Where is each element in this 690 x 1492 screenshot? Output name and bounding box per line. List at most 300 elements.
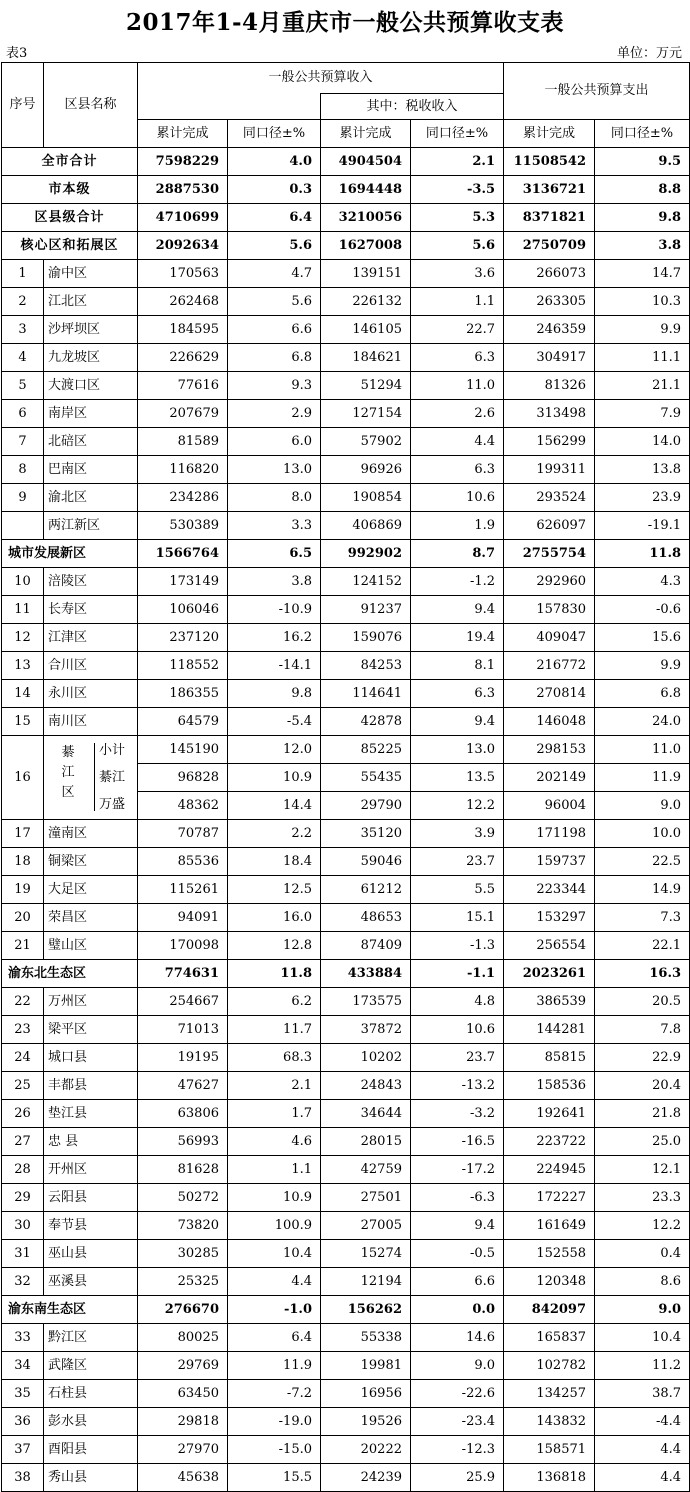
income-yoy-cell: 12.8 [228, 932, 321, 960]
income-yoy-cell: 2.2 [228, 820, 321, 848]
income-yoy-cell: 12.5 [228, 876, 321, 904]
summary-name: 市本级 [2, 176, 138, 204]
expense-cum-cell: 223722 [504, 1128, 595, 1156]
expense-yoy-cell: 15.6 [595, 624, 690, 652]
tax-yoy-cell: 6.3 [411, 456, 504, 484]
row-name: 渝北区 [44, 484, 138, 512]
summary-row [2, 232, 690, 260]
table-row [2, 1016, 690, 1044]
summary-name: 渝东南生态区 [2, 1296, 138, 1324]
income-yoy-cell: 11.7 [228, 1016, 321, 1044]
income-cum-cell: 254667 [138, 988, 228, 1016]
row-seq [2, 512, 44, 540]
row-name: 彭水县 [44, 1408, 138, 1436]
row-name: 秀山县 [44, 1464, 138, 1492]
row-name: 城口县 [44, 1044, 138, 1072]
table-row [2, 680, 690, 708]
header-income-spacer [138, 94, 321, 120]
expense-cum-cell: 136818 [504, 1464, 595, 1492]
table-row [2, 1072, 690, 1100]
income-cum-cell: 184595 [138, 316, 228, 344]
tax-cum-cell: 42878 [321, 708, 411, 736]
income-yoy-cell: 2.9 [228, 400, 321, 428]
expense-cum-cell: 266073 [504, 260, 595, 288]
expense-cum-cell: 153297 [504, 904, 595, 932]
qijiang-district-name: 綦 江 区 [61, 745, 75, 800]
table-row [2, 876, 690, 904]
income-yoy-cell: -15.0 [228, 1436, 321, 1464]
row-name: 丰都县 [44, 1072, 138, 1100]
income-yoy-cell: 15.5 [228, 1464, 321, 1492]
expense-yoy-cell: 10.0 [595, 820, 690, 848]
expense-cum-cell: 11508542 [504, 148, 595, 176]
tax-cum-cell: 42759 [321, 1156, 411, 1184]
expense-yoy-cell: 4.4 [595, 1436, 690, 1464]
tax-yoy-cell: 5.3 [411, 204, 504, 232]
tax-cum-cell: 51294 [321, 372, 411, 400]
row-seq: 12 [2, 624, 44, 652]
income-cum-cell: 96828 [138, 764, 228, 792]
expense-cum-cell: 270814 [504, 680, 595, 708]
row-name: 长寿区 [44, 596, 138, 624]
income-cum-cell: 80025 [138, 1324, 228, 1352]
row-name: 巫溪县 [44, 1268, 138, 1296]
income-yoy-cell: -10.9 [228, 596, 321, 624]
row-seq: 30 [2, 1212, 44, 1240]
tax-yoy-cell: -22.6 [411, 1380, 504, 1408]
expense-yoy-cell: 12.1 [595, 1156, 690, 1184]
income-cum-cell: 106046 [138, 596, 228, 624]
header-yoy: 同口径±% [595, 120, 690, 148]
tax-cum-cell: 3210056 [321, 204, 411, 232]
income-cum-cell: 262468 [138, 288, 228, 316]
row-name: 潼南区 [44, 820, 138, 848]
income-yoy-cell: 100.9 [228, 1212, 321, 1240]
row-seq: 2 [2, 288, 44, 316]
table-row [2, 820, 690, 848]
expense-yoy-cell: 9.5 [595, 148, 690, 176]
expense-yoy-cell: 23.3 [595, 1184, 690, 1212]
income-cum-cell: 63450 [138, 1380, 228, 1408]
tax-cum-cell: 15274 [321, 1240, 411, 1268]
income-cum-cell: 30285 [138, 1240, 228, 1268]
tax-cum-cell: 433884 [321, 960, 411, 988]
expense-cum-cell: 144281 [504, 1016, 595, 1044]
expense-yoy-cell: 22.1 [595, 932, 690, 960]
income-cum-cell: 71013 [138, 1016, 228, 1044]
tax-yoy-cell: 3.6 [411, 260, 504, 288]
expense-yoy-cell: -0.6 [595, 596, 690, 624]
expense-cum-cell: 293524 [504, 484, 595, 512]
row-seq: 11 [2, 596, 44, 624]
row-seq: 17 [2, 820, 44, 848]
income-cum-cell: 7598229 [138, 148, 228, 176]
table-row [2, 484, 690, 512]
row-seq: 38 [2, 1464, 44, 1492]
income-cum-cell: 116820 [138, 456, 228, 484]
expense-yoy-cell: 4.4 [595, 1464, 690, 1492]
tax-yoy-cell: 8.1 [411, 652, 504, 680]
table-row [2, 316, 690, 344]
table-row [2, 904, 690, 932]
income-cum-cell: 170563 [138, 260, 228, 288]
income-yoy-cell: 1.7 [228, 1100, 321, 1128]
tax-yoy-cell: -3.2 [411, 1100, 504, 1128]
row-name: 九龙坡区 [44, 344, 138, 372]
income-yoy-cell: 10.4 [228, 1240, 321, 1268]
row-name: 南岸区 [44, 400, 138, 428]
qijiang-sub-name: 綦江 [99, 770, 126, 785]
expense-yoy-cell: 8.6 [595, 1268, 690, 1296]
income-cum-cell: 118552 [138, 652, 228, 680]
tax-yoy-cell: 2.6 [411, 400, 504, 428]
row-name: 酉阳县 [44, 1436, 138, 1464]
row-seq: 31 [2, 1240, 44, 1268]
row-seq: 8 [2, 456, 44, 484]
expense-cum-cell: 85815 [504, 1044, 595, 1072]
income-yoy-cell: 6.2 [228, 988, 321, 1016]
tax-yoy-cell: -12.3 [411, 1436, 504, 1464]
tax-yoy-cell: 8.7 [411, 540, 504, 568]
expense-cum-cell: 3136721 [504, 176, 595, 204]
expense-cum-cell: 96004 [504, 792, 595, 820]
income-cum-cell: 530389 [138, 512, 228, 540]
expense-cum-cell: 223344 [504, 876, 595, 904]
header-tax-income: 其中：税收收入 [321, 94, 504, 120]
income-yoy-cell: 6.8 [228, 344, 321, 372]
row-name: 大足区 [44, 876, 138, 904]
expense-yoy-cell: -4.4 [595, 1408, 690, 1436]
summary-name: 渝东北生态区 [2, 960, 138, 988]
row-seq: 14 [2, 680, 44, 708]
table-row [2, 848, 690, 876]
tax-cum-cell: 55435 [321, 764, 411, 792]
expense-yoy-cell: 24.0 [595, 708, 690, 736]
income-cum-cell: 173149 [138, 568, 228, 596]
expense-yoy-cell: 38.7 [595, 1380, 690, 1408]
tax-cum-cell: 184621 [321, 344, 411, 372]
income-yoy-cell: 4.4 [228, 1268, 321, 1296]
row-seq: 28 [2, 1156, 44, 1184]
tax-cum-cell: 48653 [321, 904, 411, 932]
header-cum: 累计完成 [504, 120, 595, 148]
tax-cum-cell: 1694448 [321, 176, 411, 204]
row-name: 江津区 [44, 624, 138, 652]
row-name: 涪陵区 [44, 568, 138, 596]
expense-cum-cell: 146048 [504, 708, 595, 736]
tax-yoy-cell: -1.3 [411, 932, 504, 960]
income-cum-cell: 234286 [138, 484, 228, 512]
tax-cum-cell: 85225 [321, 736, 411, 764]
table-row [2, 1268, 690, 1296]
table-row [2, 624, 690, 652]
expense-cum-cell: 386539 [504, 988, 595, 1016]
table-row [2, 652, 690, 680]
expense-yoy-cell: 25.0 [595, 1128, 690, 1156]
tax-cum-cell: 114641 [321, 680, 411, 708]
row-name: 巫山县 [44, 1240, 138, 1268]
income-yoy-cell: 16.0 [228, 904, 321, 932]
row-seq: 22 [2, 988, 44, 1016]
tax-cum-cell: 12194 [321, 1268, 411, 1296]
tax-cum-cell: 20222 [321, 1436, 411, 1464]
row-seq: 21 [2, 932, 44, 960]
tax-yoy-cell: -17.2 [411, 1156, 504, 1184]
income-yoy-cell: 6.4 [228, 204, 321, 232]
tax-cum-cell: 16956 [321, 1380, 411, 1408]
income-cum-cell: 276670 [138, 1296, 228, 1324]
income-yoy-cell: 10.9 [228, 1184, 321, 1212]
qijiang-divider [94, 743, 95, 811]
table-row [2, 1240, 690, 1268]
expense-yoy-cell: 20.5 [595, 988, 690, 1016]
table-row [2, 1324, 690, 1352]
tax-yoy-cell: -16.5 [411, 1128, 504, 1156]
income-cum-cell: 73820 [138, 1212, 228, 1240]
tax-yoy-cell: 5.5 [411, 876, 504, 904]
row-name: 北碚区 [44, 428, 138, 456]
expense-yoy-cell: 9.8 [595, 204, 690, 232]
tax-cum-cell: 159076 [321, 624, 411, 652]
tax-cum-cell: 37872 [321, 1016, 411, 1044]
expense-yoy-cell: 10.4 [595, 1324, 690, 1352]
header-seq: 序号 [2, 63, 44, 148]
expense-yoy-cell: 0.4 [595, 1240, 690, 1268]
tax-yoy-cell: 6.3 [411, 680, 504, 708]
row-seq: 20 [2, 904, 44, 932]
tax-cum-cell: 226132 [321, 288, 411, 316]
row-name: 合川区 [44, 652, 138, 680]
income-cum-cell: 186355 [138, 680, 228, 708]
table-row [2, 708, 690, 736]
income-yoy-cell: 9.3 [228, 372, 321, 400]
row-name: 奉节县 [44, 1212, 138, 1240]
header-income: 一般公共预算收入 [138, 63, 504, 94]
expense-cum-cell: 263305 [504, 288, 595, 316]
tax-cum-cell: 34644 [321, 1100, 411, 1128]
expense-cum-cell: 304917 [504, 344, 595, 372]
expense-yoy-cell: 11.0 [595, 736, 690, 764]
expense-cum-cell: 120348 [504, 1268, 595, 1296]
tax-cum-cell: 29790 [321, 792, 411, 820]
tax-cum-cell: 992902 [321, 540, 411, 568]
header-name: 区县名称 [44, 63, 138, 148]
qijiang-sub-name: 万盛 [99, 797, 126, 812]
tax-yoy-cell: 10.6 [411, 484, 504, 512]
tax-yoy-cell: -13.2 [411, 1072, 504, 1100]
tax-yoy-cell: 23.7 [411, 1044, 504, 1072]
expense-yoy-cell: 11.1 [595, 344, 690, 372]
expense-yoy-cell: 6.8 [595, 680, 690, 708]
income-cum-cell: 29818 [138, 1408, 228, 1436]
row-seq: 5 [2, 372, 44, 400]
income-cum-cell: 4710699 [138, 204, 228, 232]
summary-name: 核心区和拓展区 [2, 232, 138, 260]
table-row [2, 1380, 690, 1408]
tax-cum-cell: 35120 [321, 820, 411, 848]
income-yoy-cell: -19.0 [228, 1408, 321, 1436]
tax-yoy-cell: -3.5 [411, 176, 504, 204]
expense-cum-cell: 256554 [504, 932, 595, 960]
income-yoy-cell: 4.0 [228, 148, 321, 176]
expense-yoy-cell: 21.1 [595, 372, 690, 400]
expense-cum-cell: 81326 [504, 372, 595, 400]
row-seq: 3 [2, 316, 44, 344]
expense-yoy-cell: 10.3 [595, 288, 690, 316]
expense-yoy-cell: 9.0 [595, 792, 690, 820]
income-yoy-cell: -14.1 [228, 652, 321, 680]
expense-yoy-cell: 14.7 [595, 260, 690, 288]
expense-yoy-cell: 11.8 [595, 540, 690, 568]
table-row [2, 1436, 690, 1464]
expense-yoy-cell: -19.1 [595, 512, 690, 540]
expense-yoy-cell: 8.8 [595, 176, 690, 204]
row-seq: 15 [2, 708, 44, 736]
income-cum-cell: 81589 [138, 428, 228, 456]
table-row [2, 456, 690, 484]
tax-cum-cell: 139151 [321, 260, 411, 288]
table-row [2, 260, 690, 288]
tax-yoy-cell: 11.0 [411, 372, 504, 400]
row-seq: 19 [2, 876, 44, 904]
summary-row [2, 960, 690, 988]
tax-cum-cell: 406869 [321, 512, 411, 540]
header-yoy: 同口径±% [228, 120, 321, 148]
table-row [2, 428, 690, 456]
expense-cum-cell: 159737 [504, 848, 595, 876]
table-row [2, 1100, 690, 1128]
expense-cum-cell: 165837 [504, 1324, 595, 1352]
row-name: 垫江县 [44, 1100, 138, 1128]
expense-yoy-cell: 12.2 [595, 1212, 690, 1240]
row-seq: 26 [2, 1100, 44, 1128]
header-cum: 累计完成 [321, 120, 411, 148]
row-seq: 1 [2, 260, 44, 288]
row-name: 黔江区 [44, 1324, 138, 1352]
tax-yoy-cell: -1.1 [411, 960, 504, 988]
income-cum-cell: 70787 [138, 820, 228, 848]
tax-cum-cell: 124152 [321, 568, 411, 596]
income-cum-cell: 1566764 [138, 540, 228, 568]
row-name: 荣昌区 [44, 904, 138, 932]
tax-yoy-cell: 25.9 [411, 1464, 504, 1492]
row-seq: 24 [2, 1044, 44, 1072]
table-number: 表3 [6, 46, 28, 61]
income-cum-cell: 145190 [138, 736, 228, 764]
row-name: 江北区 [44, 288, 138, 316]
expense-cum-cell: 202149 [504, 764, 595, 792]
expense-yoy-cell: 3.8 [595, 232, 690, 260]
tax-yoy-cell: 1.1 [411, 288, 504, 316]
income-cum-cell: 56993 [138, 1128, 228, 1156]
income-yoy-cell: -7.2 [228, 1380, 321, 1408]
row-seq: 36 [2, 1408, 44, 1436]
row-seq: 18 [2, 848, 44, 876]
tax-cum-cell: 146105 [321, 316, 411, 344]
tax-cum-cell: 24239 [321, 1464, 411, 1492]
expense-yoy-cell: 14.9 [595, 876, 690, 904]
row-seq: 35 [2, 1380, 44, 1408]
tax-cum-cell: 57902 [321, 428, 411, 456]
income-cum-cell: 48362 [138, 792, 228, 820]
income-yoy-cell: 8.0 [228, 484, 321, 512]
income-cum-cell: 47627 [138, 1072, 228, 1100]
row-name: 武隆区 [44, 1352, 138, 1380]
income-yoy-cell: -1.0 [228, 1296, 321, 1324]
row-name: 璧山区 [44, 932, 138, 960]
tax-yoy-cell: 5.6 [411, 232, 504, 260]
summary-row [2, 204, 690, 232]
tax-yoy-cell: 3.9 [411, 820, 504, 848]
tax-yoy-cell: 4.4 [411, 428, 504, 456]
income-cum-cell: 45638 [138, 1464, 228, 1492]
income-yoy-cell: 4.7 [228, 260, 321, 288]
tax-yoy-cell: 9.4 [411, 596, 504, 624]
expense-yoy-cell: 20.4 [595, 1072, 690, 1100]
tax-cum-cell: 87409 [321, 932, 411, 960]
income-cum-cell: 29769 [138, 1352, 228, 1380]
row-seq: 6 [2, 400, 44, 428]
income-yoy-cell: 13.0 [228, 456, 321, 484]
income-yoy-cell: 12.0 [228, 736, 321, 764]
table-row [2, 932, 690, 960]
tax-cum-cell: 19981 [321, 1352, 411, 1380]
income-cum-cell: 77616 [138, 372, 228, 400]
income-yoy-cell: 6.6 [228, 316, 321, 344]
table-row [2, 372, 690, 400]
table-row [2, 596, 690, 624]
expense-yoy-cell: 7.8 [595, 1016, 690, 1044]
income-yoy-cell: 0.3 [228, 176, 321, 204]
expense-yoy-cell: 9.0 [595, 1296, 690, 1324]
tax-cum-cell: 27005 [321, 1212, 411, 1240]
tax-cum-cell: 61212 [321, 876, 411, 904]
qijiang-sub-name: 小计 [99, 743, 126, 758]
tax-yoy-cell: 23.7 [411, 848, 504, 876]
income-cum-cell: 226629 [138, 344, 228, 372]
row-name: 沙坪坝区 [44, 316, 138, 344]
table-row [2, 1212, 690, 1240]
row-name: 忠 县 [44, 1128, 138, 1156]
unit-label: 单位：万元 [616, 46, 682, 61]
expense-cum-cell: 192641 [504, 1100, 595, 1128]
expense-cum-cell: 161649 [504, 1212, 595, 1240]
row-name: 两江新区 [44, 512, 138, 540]
row-seq: 7 [2, 428, 44, 456]
income-cum-cell: 50272 [138, 1184, 228, 1212]
tax-yoy-cell: 10.6 [411, 1016, 504, 1044]
income-yoy-cell: 6.5 [228, 540, 321, 568]
expense-cum-cell: 172227 [504, 1184, 595, 1212]
table-row [2, 1044, 690, 1072]
row-name: 南川区 [44, 708, 138, 736]
tax-yoy-cell: 0.0 [411, 1296, 504, 1324]
expense-cum-cell: 134257 [504, 1380, 595, 1408]
expense-cum-cell: 152558 [504, 1240, 595, 1268]
row-seq: 4 [2, 344, 44, 372]
summary-name: 区县级合计 [2, 204, 138, 232]
income-cum-cell: 237120 [138, 624, 228, 652]
expense-cum-cell: 842097 [504, 1296, 595, 1324]
expense-yoy-cell: 7.3 [595, 904, 690, 932]
income-yoy-cell: 4.6 [228, 1128, 321, 1156]
tax-cum-cell: 190854 [321, 484, 411, 512]
row-seq: 27 [2, 1128, 44, 1156]
row-name: 云阳县 [44, 1184, 138, 1212]
tax-yoy-cell: -1.2 [411, 568, 504, 596]
income-yoy-cell: 6.4 [228, 1324, 321, 1352]
tax-yoy-cell: -23.4 [411, 1408, 504, 1436]
